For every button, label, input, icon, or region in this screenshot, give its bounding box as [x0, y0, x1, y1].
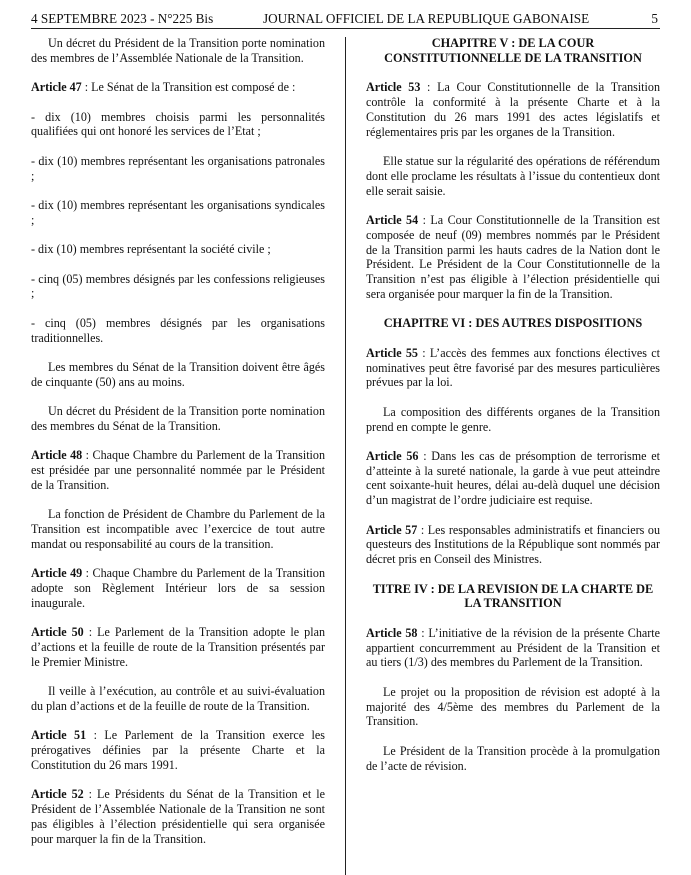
paragraph-decree-assembly: Un décret du Président de la Transition porte nomination des membres de l’Assemblée Nationale de la Transition. [31, 36, 325, 65]
paragraph-incompatibility: La fonction de Président de Chambre du Parlement de la Transition est incompatible avec l’exercice de tout autre mandat ou responsabilité au cours de la transition. [31, 507, 325, 551]
article-47 [31, 80, 325, 95]
article-55-label: Article 55 [366, 345, 418, 360]
article-48 [31, 448, 325, 492]
left-column [31, 36, 325, 861]
column-divider [345, 37, 346, 875]
article-47-label: Article 47 [31, 80, 82, 95]
article-50-label: Article 50 [31, 625, 84, 640]
article-54-label: Article 54 [366, 212, 419, 227]
article-58-text: : L’initiative de la révision de la présente Charte appartient concurremment au Président de la Transition et au tiers (1/3) des membres du Parlement de la Transition. [366, 625, 660, 670]
paragraph-revision-majority: Le projet ou la proposition de révision est adopté à la majorité des 4/5ème des membres du Parlement de la Transition. [366, 684, 660, 729]
header-date-issue: 4 SEPTEMBRE 2023 - N°225 Bis [31, 11, 214, 26]
paragraph-decree-senate: Un décret du Président de la Transition porte nomination des membres du Sénat de la Transition. [31, 404, 325, 433]
article-51-label: Article 51 [31, 728, 87, 743]
article-53-label: Article 53 [366, 80, 421, 95]
article-56-label: Article 56 [366, 448, 419, 463]
article-58 [366, 626, 660, 670]
article-51-text: : Le Parlement de la Transition exerce les prérogatives définies par la présente Charte et la Constitution du 26 mars 1991. [31, 728, 325, 772]
article-47-text: : Le Sénat de la Transition est composé de : [81, 80, 296, 95]
right-column [366, 36, 660, 788]
page-header [31, 10, 660, 29]
header-page-number: 5 [651, 11, 658, 26]
paragraph-oversight: Il veille à l’exécution, au contrôle et au suivi-évaluation du plan d’actions et de la feuille de route de la Transition. [31, 684, 325, 714]
paragraph-senate-age: Les membres du Sénat de la Transition doivent être âgés de cinquante (50) ans au moins. [31, 359, 325, 389]
list-item-senate-6: - cinq (05) membres désignés par les organisations traditionnelles. [31, 315, 325, 345]
article-54 [366, 213, 660, 302]
article-50-text: : Le Parlement de la Transition adopte le plan d’actions et la feuille de route de la Transition présentés par le Premier Ministre. [31, 625, 325, 669]
list-item-senate-5: - cinq (05) membres désignés par les confessions religieuses ; [31, 271, 325, 301]
article-55-text: : L’accès des femmes aux fonctions électives ct nominatives peut être favorisé par des mesures particulières prévues par la loi. [366, 345, 661, 390]
list-item-senate-1: - dix (10) membres choisis parmi les personnalités qualifiées qui ont honoré les services de l’Etat ; [31, 109, 325, 139]
article-52 [31, 787, 325, 846]
paragraph-gender: La composition des différents organes de la Transition prend en compte le genre. [366, 404, 660, 434]
article-54-text: : La Cour Constitutionnelle de la Transition est composée de neuf (09) membres nommés par le Président de la Transition parmi les hauts cadres de la Nation dont le Président. Le Président de la Cour Constitutionnelle de la Transition n’est pas éligible à l’élection présidentielle qui sera organisée pour marquer la fin de la Transition. [366, 212, 660, 301]
chapter-6-heading: CHAPITRE VI : DES AUTRES DISPOSITIONS [383, 316, 643, 331]
header-journal-title: JOURNAL OFFICIEL DE LA REPUBLIQUE GABONAISE [263, 11, 590, 26]
article-53 [366, 80, 660, 139]
article-56-text: : Dans les cas de présomption de terrorisme et d’atteinte à la sureté nationale, la garde à vue peut atteindre cent soixante-huit heures, délai au-delà duquel une décision d’un magistrat de l’ordre judiciaire est requise. [366, 448, 660, 508]
article-53-text: : La Cour Constitutionnelle de la Transition contrôle la conformité à la présente Charte et à la Constitution du 26 mars 1991 des actes législatifs et réglementaires pris par les organes de la Transition. [366, 80, 660, 139]
article-49-label: Article 49 [31, 566, 83, 581]
article-57-label: Article 57 [366, 522, 418, 537]
article-56 [366, 449, 660, 508]
article-52-label: Article 52 [31, 787, 84, 802]
article-50 [31, 625, 325, 669]
article-52-text: : Le Présidents du Sénat de la Transition et le Président de l’Assemblée Nationale de la Transition ne sont pas éligibles à l’élection présidentielle qui sera organisée pour marquer la fin de la Transition. [31, 787, 325, 846]
article-57 [366, 523, 660, 567]
list-item-senate-2: - dix (10) membres représentant les organisations patronales ; [31, 153, 325, 183]
list-item-senate-3: - dix (10) membres représentant les organisations syndicales ; [31, 197, 325, 227]
title-4-heading: TITRE IV : DE LA REVISION DE LA CHARTE DE LA TRANSITION [372, 581, 654, 611]
article-49 [31, 566, 325, 610]
article-55 [366, 346, 660, 390]
article-48-text: : Chaque Chambre du Parlement de la Transition est présidée par une personnalité nommée par le Président de la Transition. [31, 448, 326, 492]
paragraph-promulgation: Le Président de la Transition procède à la promulgation de l’acte de révision. [366, 743, 660, 773]
list-item-senate-4: - dix (10) membres représentant la société civile ; [31, 242, 271, 257]
article-57-text: : Les responsables administratifs et financiers ou questeurs des Institutions de la République sont nommés par décret pris en Conseil des Ministres. [366, 522, 660, 567]
article-58-label: Article 58 [366, 625, 418, 640]
chapter-5-heading: CHAPITRE V : DE LA COUR CONSTITUTIONNELLE DE LA TRANSITION [384, 36, 642, 65]
article-51 [31, 728, 325, 772]
paragraph-referendum: Elle statue sur la régularité des opérations de référendum dont elle proclame les résultats à l’issue du contentieux dont elle serait saisie. [366, 153, 660, 198]
article-48-label: Article 48 [31, 448, 83, 463]
article-49-text: : Chaque Chambre du Parlement de la Transition adopte son Règlement Intérieur lors de sa session inaugurale. [31, 566, 326, 610]
